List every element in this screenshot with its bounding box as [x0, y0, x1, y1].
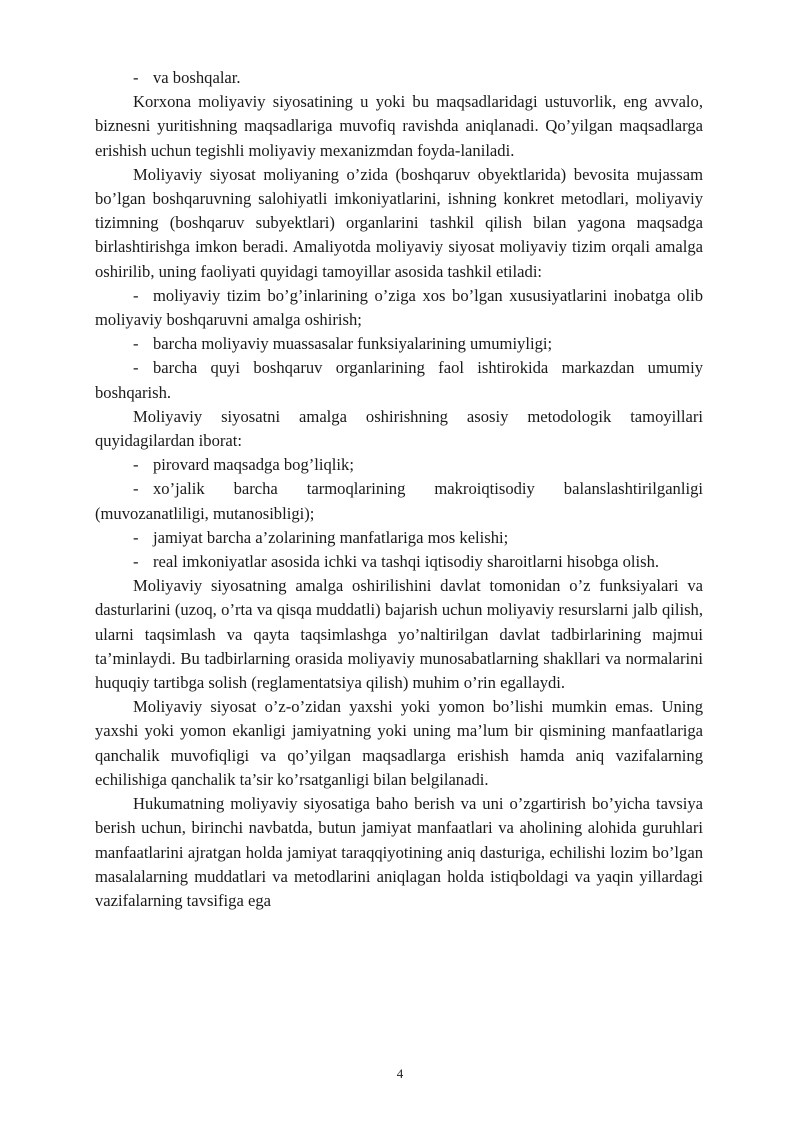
- paragraph: Moliyaviy siyosat o’z-o’zidan yaxshi yoki yomon bo’lishi mumkin emas. Uning yaxshi yoki yomon ekanligi jamiyatning yoki uning ma’lum bir qismining manfaatlariga qanchalik muvofiqligi va qo’yilgan maqsadlarga erishish hamda aniq vazifalarning echilishiga qanchalik ta’sir ko’rsatganligi bilan belgilanadi.: [95, 697, 703, 789]
- bullet-item: [95, 453, 703, 477]
- bullet-item: [95, 526, 703, 550]
- bullet-text: jamiyat barcha a’zolarining manfatlariga mos kelishi;: [153, 527, 509, 547]
- paragraph: Hukumatning moliyaviy siyosatiga baho berish va uni o’zgartirish bo’yicha tavsiya berish uchun, birinchi navbatda, butun jamiyat manfaatlari va aholining alohida guruhlari manfaatlarini ajratgan holda jamiyat taraqqiyotining aniq dasturiga, echilishi lozim bo’lgan masalalarning muddatlari va metodlarini aniqlagan holda istiqboldagi va yaqin yillardagi vazifalarning tavsifiga ega: [95, 794, 703, 910]
- paragraph: Moliyaviy siyosat moliyaning o’zida (boshqaruv obyektlarida) bevosita mujassam bo’lgan boshqaruvning salohiyatli imkoniyatlarini, ishning konkret metodlari, moliyaviy tizimning (boshqaruv subyektlari) organlarini tashkil qilish bilan yagona maqsadga birlashtirishga imkon beradi. Amaliyotda moliyaviy siyosat moliyaviy tizim orqali amalga oshirilib, uning faoliyati quyidagi tamoyillar asosida tashkil etiladi:: [95, 164, 703, 281]
- bullet-text: va boshqalar.: [153, 68, 241, 87]
- paragraph: Moliyaviy siyosatning amalga oshirilishini davlat tomonidan o’z funksiyalari va dasturlarini (uzoq, o’rta va qisqa muddatli) bajarish uchun moliyaviy resurslarni jalb qilish, ularni taqsimlash va qayta taqsimlashga yo’naltirilgan davlat tadbirlarining majmui ta’minlaydi. Bu tadbirlarning orasida moliyaviy munosabatlarning shakllari va normalarini huquqiy tartibga solish (reglamentatsiya qilish) muhim o’rin egallaydi.: [95, 576, 703, 693]
- bullet-item: [95, 284, 703, 332]
- bullet-text: pirovard maqsadga bog’liqlik;: [153, 455, 354, 475]
- bullet-dash: -: [133, 479, 139, 499]
- bullet-dash: -: [133, 285, 139, 305]
- bullet-item: [95, 550, 703, 574]
- bullet-text: real imkoniyatlar asosida ichki va tashqi iqtisodiy sharoitlarni hisobga olish.: [153, 552, 660, 572]
- bullet-item: [95, 66, 703, 90]
- bullet-dash: -: [133, 68, 139, 87]
- bullet-dash: -: [133, 527, 139, 547]
- bullet-item: [95, 332, 703, 356]
- bullet-item: [95, 477, 703, 525]
- bullet-text: moliyaviy tizim bo’g’inlarining o’ziga xos bo’lgan xususiyatlarini inobatga olib moliyaviy boshqaruvni amalga oshirish;: [95, 285, 703, 330]
- bullet-item: [95, 356, 703, 404]
- document-page: [95, 66, 703, 913]
- bullet-dash: -: [133, 552, 139, 572]
- bullet-dash: -: [133, 358, 139, 378]
- bullet-text: barcha moliyaviy muassasalar funksiyalarining umumiyligi;: [153, 334, 553, 354]
- bullet-text: xo’jalik barcha tarmoqlarining makroiqtisodiy balanslashtirilganligi (muvozanatliligi, mutanosibligi);: [95, 479, 703, 523]
- bullet-dash: -: [133, 334, 139, 354]
- page-number: 4: [396, 1066, 404, 1081]
- paragraph: Moliyaviy siyosatni amalga oshirishning asosiy metodologik tamoyillari quyidagilardan iborat:: [95, 406, 703, 451]
- paragraph: Korxona moliyaviy siyosatining u yoki bu maqsadlaridagi ustuvorlik, eng avvalo, biznesni yuritishning maqsadlariga muvofiq ravishda aniqlanadi. Qo’yilgan maqsadlarga erishish uchun tegishli moliyaviy mexanizmdan foyda-laniladi.: [95, 92, 703, 160]
- bullet-dash: -: [133, 455, 139, 475]
- bullet-text: barcha quyi boshqaruv organlarining faol ishtirokida markazdan umumiy boshqarish.: [95, 358, 703, 402]
